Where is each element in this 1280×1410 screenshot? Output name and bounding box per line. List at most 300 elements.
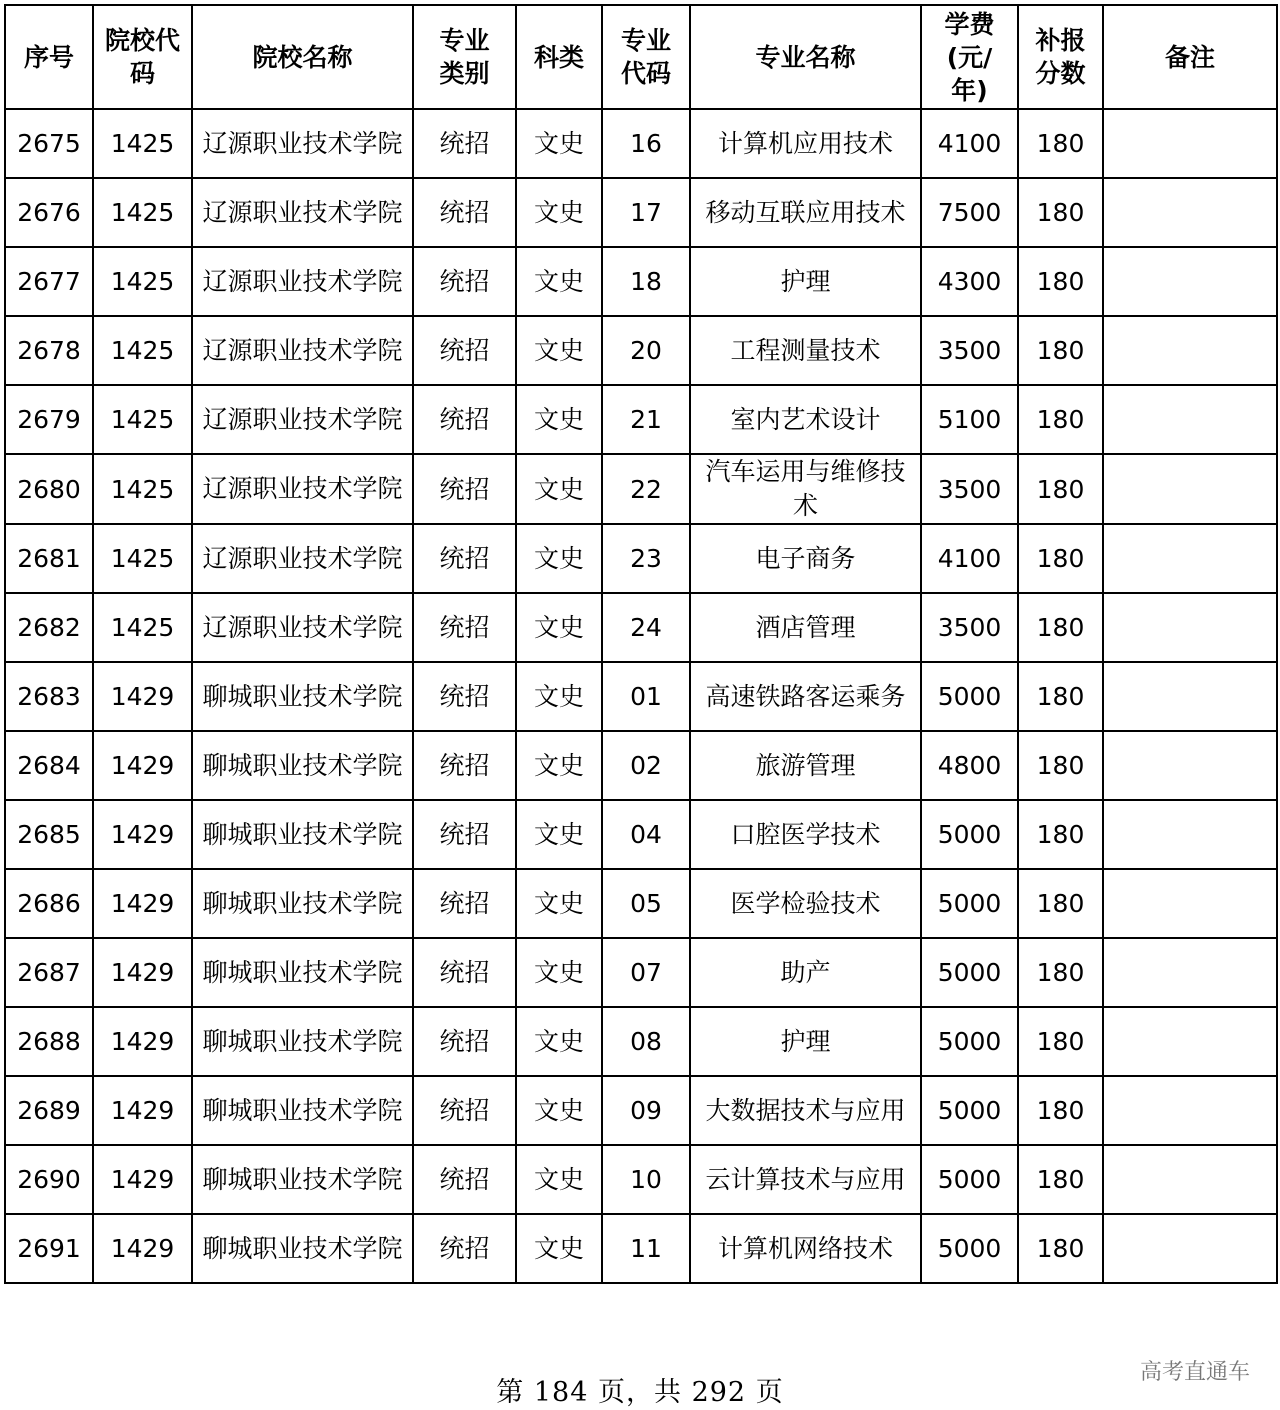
cell-school-name: [192, 454, 413, 524]
cell-seq-text: 2676: [17, 198, 81, 227]
cell-tuition-text: 4300: [937, 267, 1002, 296]
cell-score-text: 180: [1036, 474, 1085, 504]
cell-subject: [516, 1007, 602, 1076]
cell-score-text: 180: [1036, 267, 1085, 296]
cell-major-name: [690, 524, 921, 593]
cell-school-name: [192, 662, 413, 731]
table-row: [5, 247, 1277, 316]
cell-major-code: [602, 1076, 690, 1145]
cell-score-text: 180: [1036, 1165, 1085, 1194]
cell-major-code: [602, 109, 690, 178]
cell-major-name-text: 助产: [780, 957, 831, 987]
cell-school-code: [93, 938, 192, 1007]
cell-category-text: 统招: [439, 267, 490, 296]
cell-note: [1103, 454, 1277, 524]
cell-major-code-text: 24: [630, 613, 662, 642]
cell-category-text: 统招: [439, 544, 490, 573]
cell-major-code-text: 01: [630, 682, 662, 711]
cell-note: [1103, 1145, 1277, 1214]
cell-note: [1103, 1214, 1277, 1283]
cell-note: [1103, 316, 1277, 385]
cell-school-code-text: 1429: [110, 889, 175, 918]
cell-school-code-text: 1429: [110, 1234, 175, 1263]
cell-major-code-text: 16: [630, 129, 662, 158]
cell-seq-text: 2680: [17, 474, 81, 504]
cell-seq-text: 2689: [17, 1096, 81, 1125]
cell-seq: [5, 247, 93, 316]
cell-score: [1018, 524, 1103, 593]
cell-score-text: 180: [1036, 613, 1085, 642]
cell-score: [1018, 593, 1103, 662]
cell-seq: [5, 938, 93, 1007]
cell-subject-text: 文史: [533, 1027, 584, 1056]
cell-note: [1103, 178, 1277, 247]
cell-tuition: [921, 385, 1018, 454]
cell-school-code: [93, 662, 192, 731]
cell-category-text: 统招: [439, 958, 490, 987]
cell-school-code-text: 1425: [110, 267, 175, 296]
cell-category: [413, 178, 516, 247]
cell-category-text: 统招: [439, 1165, 490, 1194]
cell-note: [1103, 869, 1277, 938]
cell-school-name: [192, 385, 413, 454]
cell-note: [1103, 1076, 1277, 1145]
cell-score-text: 180: [1036, 1027, 1085, 1056]
cell-school-code: [93, 524, 192, 593]
table-row: [5, 800, 1277, 869]
table-row: [5, 109, 1277, 178]
cell-school-code-text: 1425: [110, 613, 175, 642]
cell-score: [1018, 938, 1103, 1007]
cell-subject-text: 文史: [533, 1096, 584, 1125]
cell-tuition-text: 5000: [937, 958, 1002, 987]
cell-score-text: 180: [1036, 544, 1085, 573]
cell-school-name-text: 辽源职业技术学院: [202, 612, 403, 642]
cell-subject: [516, 1145, 602, 1214]
cell-tuition-text: 5000: [937, 1096, 1002, 1125]
cell-major-code-text: 02: [630, 751, 662, 780]
cell-tuition: [921, 454, 1018, 524]
header-school-name-label: 院校名称: [252, 42, 353, 72]
header-major-code: [602, 5, 690, 109]
table-row: [5, 316, 1277, 385]
cell-note: [1103, 247, 1277, 316]
cell-seq-text: 2675: [17, 129, 81, 158]
cell-note: [1103, 731, 1277, 800]
cell-major-name-text: 旅游管理: [755, 750, 856, 780]
table-row: [5, 593, 1277, 662]
table-row: [5, 938, 1277, 1007]
cell-note: [1103, 385, 1277, 454]
cell-subject-text: 文史: [533, 682, 584, 711]
cell-tuition-text: 4100: [937, 544, 1002, 573]
cell-score-text: 180: [1036, 958, 1085, 987]
cell-major-code: [602, 524, 690, 593]
cell-school-name: [192, 800, 413, 869]
cell-school-name: [192, 109, 413, 178]
cell-major-name: [690, 593, 921, 662]
cell-major-name-text: 高速铁路客运乘务: [705, 681, 906, 711]
cell-school-name: [192, 1007, 413, 1076]
table-row: [5, 662, 1277, 731]
cell-seq: [5, 385, 93, 454]
cell-subject: [516, 178, 602, 247]
cell-major-code-text: 09: [630, 1096, 662, 1125]
cell-subject: [516, 731, 602, 800]
cell-seq-text: 2683: [17, 682, 81, 711]
cell-school-code: [93, 731, 192, 800]
cell-major-code: [602, 593, 690, 662]
cell-school-name-text: 聊城职业技术学院: [202, 1095, 403, 1125]
header-school-code-label: 院校代码: [104, 26, 180, 88]
table-row: [5, 385, 1277, 454]
cell-major-code-text: 21: [630, 405, 662, 434]
cell-major-code: [602, 869, 690, 938]
cell-school-name-text: 聊城职业技术学院: [202, 1233, 403, 1263]
cell-seq-text: 2688: [17, 1027, 81, 1056]
header-note-label: 备注: [1164, 42, 1215, 72]
cell-subject: [516, 938, 602, 1007]
cell-school-code-text: 1425: [110, 405, 175, 434]
cell-score-text: 180: [1036, 405, 1085, 434]
cell-subject: [516, 1214, 602, 1283]
cell-major-code-text: 11: [630, 1234, 662, 1263]
cell-category-text: 统招: [439, 1096, 490, 1125]
cell-category: [413, 662, 516, 731]
cell-seq-text: 2678: [17, 336, 81, 365]
cell-category: [413, 800, 516, 869]
cell-score-text: 180: [1036, 682, 1085, 711]
cell-major-name: [690, 731, 921, 800]
cell-school-name-text: 辽源职业技术学院: [202, 474, 403, 503]
cell-category: [413, 247, 516, 316]
cell-major-name: [690, 247, 921, 316]
cell-category: [413, 385, 516, 454]
cell-major-name: [690, 109, 921, 178]
table-header: [5, 5, 1277, 109]
cell-major-name: [690, 938, 921, 1007]
header-subject-label: 科类: [533, 42, 584, 72]
cell-school-code: [93, 385, 192, 454]
table-row: [5, 524, 1277, 593]
cell-major-code-text: 07: [630, 958, 662, 987]
cell-category: [413, 1145, 516, 1214]
cell-category: [413, 316, 516, 385]
cell-note: [1103, 938, 1277, 1007]
header-seq: [5, 5, 93, 109]
cell-school-code-text: 1425: [110, 198, 175, 227]
cell-major-name: [690, 800, 921, 869]
cell-seq-text: 2691: [17, 1234, 81, 1263]
cell-school-code-text: 1429: [110, 958, 175, 987]
cell-category-text: 统招: [439, 474, 490, 504]
cell-tuition-text: 3500: [937, 474, 1002, 504]
cell-category: [413, 1007, 516, 1076]
header-score-label: 补报分数: [1035, 26, 1086, 88]
cell-category: [413, 731, 516, 800]
cell-school-code-text: 1429: [110, 751, 175, 780]
cell-school-name-text: 辽源职业技术学院: [202, 266, 403, 296]
cell-tuition-text: 5000: [937, 1027, 1002, 1056]
cell-score: [1018, 109, 1103, 178]
cell-school-name-text: 辽源职业技术学院: [202, 128, 403, 158]
cell-major-name-text: 计算机网络技术: [717, 1233, 893, 1263]
cell-major-code: [602, 454, 690, 524]
cell-score: [1018, 800, 1103, 869]
cell-subject: [516, 662, 602, 731]
header-tuition-label: 学费(元/年): [944, 9, 995, 105]
cell-score: [1018, 869, 1103, 938]
header-major-code-label: 专业代码: [620, 26, 671, 88]
cell-school-name: [192, 1076, 413, 1145]
cell-subject-text: 文史: [533, 1234, 584, 1263]
cell-major-code-text: 17: [630, 198, 662, 227]
cell-subject: [516, 593, 602, 662]
cell-major-code: [602, 385, 690, 454]
cell-subject-text: 文史: [533, 336, 584, 365]
cell-major-code: [602, 1145, 690, 1214]
cell-score-text: 180: [1036, 751, 1085, 780]
cell-school-code: [93, 1145, 192, 1214]
cell-tuition: [921, 731, 1018, 800]
cell-subject-text: 文史: [533, 1165, 584, 1194]
cell-category: [413, 109, 516, 178]
cell-seq: [5, 869, 93, 938]
cell-school-code: [93, 178, 192, 247]
cell-tuition: [921, 178, 1018, 247]
cell-seq: [5, 731, 93, 800]
cell-school-code-text: 1429: [110, 1165, 175, 1194]
cell-category: [413, 524, 516, 593]
cell-school-name-text: 聊城职业技术学院: [202, 888, 403, 918]
cell-subject: [516, 247, 602, 316]
cell-major-name: [690, 869, 921, 938]
cell-major-name-text: 云计算技术与应用: [705, 1164, 906, 1194]
cell-category-text: 统招: [439, 1027, 490, 1056]
header-tuition: [921, 5, 1018, 109]
page-number-footer: 第 184 页，共 292 页: [496, 1377, 784, 1408]
cell-score: [1018, 731, 1103, 800]
cell-score: [1018, 662, 1103, 731]
cell-major-code: [602, 662, 690, 731]
table-row: [5, 1145, 1277, 1214]
cell-school-code-text: 1429: [110, 682, 175, 711]
cell-major-name: [690, 316, 921, 385]
cell-school-code: [93, 800, 192, 869]
cell-note: [1103, 109, 1277, 178]
cell-score-text: 180: [1036, 129, 1085, 158]
cell-major-name-text: 大数据技术与应用: [705, 1095, 906, 1125]
cell-category: [413, 1076, 516, 1145]
cell-subject-text: 文史: [533, 129, 584, 158]
cell-school-name: [192, 316, 413, 385]
header-seq-label: 序号: [23, 42, 74, 72]
table-row: [5, 1214, 1277, 1283]
cell-school-name: [192, 1214, 413, 1283]
cell-category-text: 统招: [439, 820, 490, 849]
cell-subject: [516, 869, 602, 938]
cell-major-name: [690, 454, 921, 524]
cell-score: [1018, 316, 1103, 385]
cell-score-text: 180: [1036, 889, 1085, 918]
cell-tuition: [921, 938, 1018, 1007]
cell-major-name: [690, 662, 921, 731]
cell-subject-text: 文史: [533, 544, 584, 573]
cell-school-code-text: 1429: [110, 1027, 175, 1056]
cell-school-name: [192, 247, 413, 316]
cell-major-name: [690, 1076, 921, 1145]
header-school-code: [93, 5, 192, 109]
table-row: [5, 869, 1277, 938]
cell-school-name-text: 聊城职业技术学院: [202, 750, 403, 780]
cell-major-name-text: 酒店管理: [755, 612, 856, 642]
cell-subject-text: 文史: [533, 613, 584, 642]
cell-score-text: 180: [1036, 1234, 1085, 1263]
cell-note: [1103, 524, 1277, 593]
cell-category-text: 统招: [439, 198, 490, 227]
cell-subject: [516, 109, 602, 178]
header-category: [413, 5, 516, 109]
header-school-name: [192, 5, 413, 109]
cell-category-text: 统招: [439, 1234, 490, 1263]
cell-major-name: [690, 385, 921, 454]
cell-score: [1018, 1145, 1103, 1214]
table-row: [5, 1076, 1277, 1145]
header-note: [1103, 5, 1277, 109]
cell-category: [413, 454, 516, 524]
cell-major-code-text: 22: [630, 474, 662, 504]
cell-category: [413, 938, 516, 1007]
cell-school-code-text: 1429: [110, 1096, 175, 1125]
cell-school-name: [192, 178, 413, 247]
cell-school-code-text: 1425: [110, 474, 175, 504]
cell-score-text: 180: [1036, 198, 1085, 227]
cell-category-text: 统招: [439, 336, 490, 365]
cell-tuition-text: 3500: [937, 336, 1002, 365]
cell-school-code: [93, 247, 192, 316]
cell-tuition: [921, 524, 1018, 593]
cell-school-code-text: 1425: [110, 129, 175, 158]
cell-school-code: [93, 109, 192, 178]
cell-tuition: [921, 316, 1018, 385]
cell-note: [1103, 800, 1277, 869]
cell-score: [1018, 1214, 1103, 1283]
cell-tuition: [921, 247, 1018, 316]
cell-tuition: [921, 1145, 1018, 1214]
cell-major-code-text: 04: [630, 820, 662, 849]
header-subject: [516, 5, 602, 109]
header-major-name-label: 专业名称: [755, 42, 856, 72]
cell-tuition: [921, 869, 1018, 938]
cell-major-code-text: 23: [630, 544, 662, 573]
cell-tuition: [921, 1007, 1018, 1076]
cell-school-name-text: 辽源职业技术学院: [202, 543, 403, 573]
cell-school-code-text: 1429: [110, 820, 175, 849]
cell-major-name-text: 工程测量技术: [730, 335, 881, 365]
cell-major-code: [602, 1007, 690, 1076]
cell-tuition-text: 5000: [937, 820, 1002, 849]
header-category-label: 专业类别: [439, 26, 490, 88]
cell-school-name: [192, 524, 413, 593]
cell-seq: [5, 454, 93, 524]
cell-school-name-text: 聊城职业技术学院: [202, 957, 403, 987]
cell-major-name-text: 护理: [780, 1026, 831, 1056]
cell-score-text: 180: [1036, 336, 1085, 365]
cell-subject-text: 文史: [533, 267, 584, 296]
cell-score: [1018, 1076, 1103, 1145]
cell-seq: [5, 593, 93, 662]
cell-major-name: [690, 1214, 921, 1283]
cell-school-name-text: 聊城职业技术学院: [202, 681, 403, 711]
cell-tuition: [921, 593, 1018, 662]
cell-school-code: [93, 593, 192, 662]
cell-tuition: [921, 1214, 1018, 1283]
cell-school-code-text: 1425: [110, 336, 175, 365]
cell-school-name: [192, 731, 413, 800]
cell-score: [1018, 385, 1103, 454]
cell-category-text: 统招: [439, 405, 490, 434]
cell-school-name-text: 聊城职业技术学院: [202, 1026, 403, 1056]
cell-seq: [5, 1214, 93, 1283]
header-major-name: [690, 5, 921, 109]
cell-seq-text: 2682: [17, 613, 81, 642]
cell-tuition-text: 5100: [937, 405, 1002, 434]
cell-subject-text: 文史: [533, 958, 584, 987]
cell-seq: [5, 1145, 93, 1214]
cell-score: [1018, 178, 1103, 247]
cell-seq: [5, 662, 93, 731]
cell-tuition: [921, 109, 1018, 178]
cell-major-name-text: 医学检验技术: [730, 888, 881, 918]
cell-subject-text: 文史: [533, 198, 584, 227]
cell-major-name-text: 计算机应用技术: [717, 128, 893, 158]
cell-tuition-text: 5000: [937, 1165, 1002, 1194]
header-score: [1018, 5, 1103, 109]
cell-school-name: [192, 938, 413, 1007]
cell-subject-text: 文史: [533, 474, 584, 504]
cell-major-code: [602, 938, 690, 1007]
cell-major-code-text: 18: [630, 267, 662, 296]
cell-school-code: [93, 454, 192, 524]
cell-tuition-text: 5000: [937, 1234, 1002, 1263]
cell-major-name-text: 移动互联应用技术: [705, 197, 906, 227]
cell-seq-text: 2690: [17, 1165, 81, 1194]
cell-note: [1103, 662, 1277, 731]
cell-subject: [516, 1076, 602, 1145]
cell-category-text: 统招: [439, 613, 490, 642]
cell-category-text: 统招: [439, 751, 490, 780]
cell-seq-text: 2687: [17, 958, 81, 987]
cell-seq-text: 2679: [17, 405, 81, 434]
cell-school-name-text: 聊城职业技术学院: [202, 1164, 403, 1194]
table-body: [5, 109, 1277, 1283]
cell-school-code: [93, 869, 192, 938]
cell-school-code: [93, 1214, 192, 1283]
cell-school-name-text: 辽源职业技术学院: [202, 197, 403, 227]
admissions-table: [4, 4, 1278, 1284]
cell-major-name-text: 电子商务: [755, 543, 856, 573]
cell-score-text: 180: [1036, 820, 1085, 849]
cell-seq: [5, 178, 93, 247]
cell-subject-text: 文史: [533, 889, 584, 918]
cell-major-code-text: 05: [630, 889, 662, 918]
cell-major-code: [602, 178, 690, 247]
cell-seq: [5, 109, 93, 178]
cell-category-text: 统招: [439, 889, 490, 918]
cell-seq-text: 2681: [17, 544, 81, 573]
cell-major-code-text: 20: [630, 336, 662, 365]
cell-major-name: [690, 1145, 921, 1214]
